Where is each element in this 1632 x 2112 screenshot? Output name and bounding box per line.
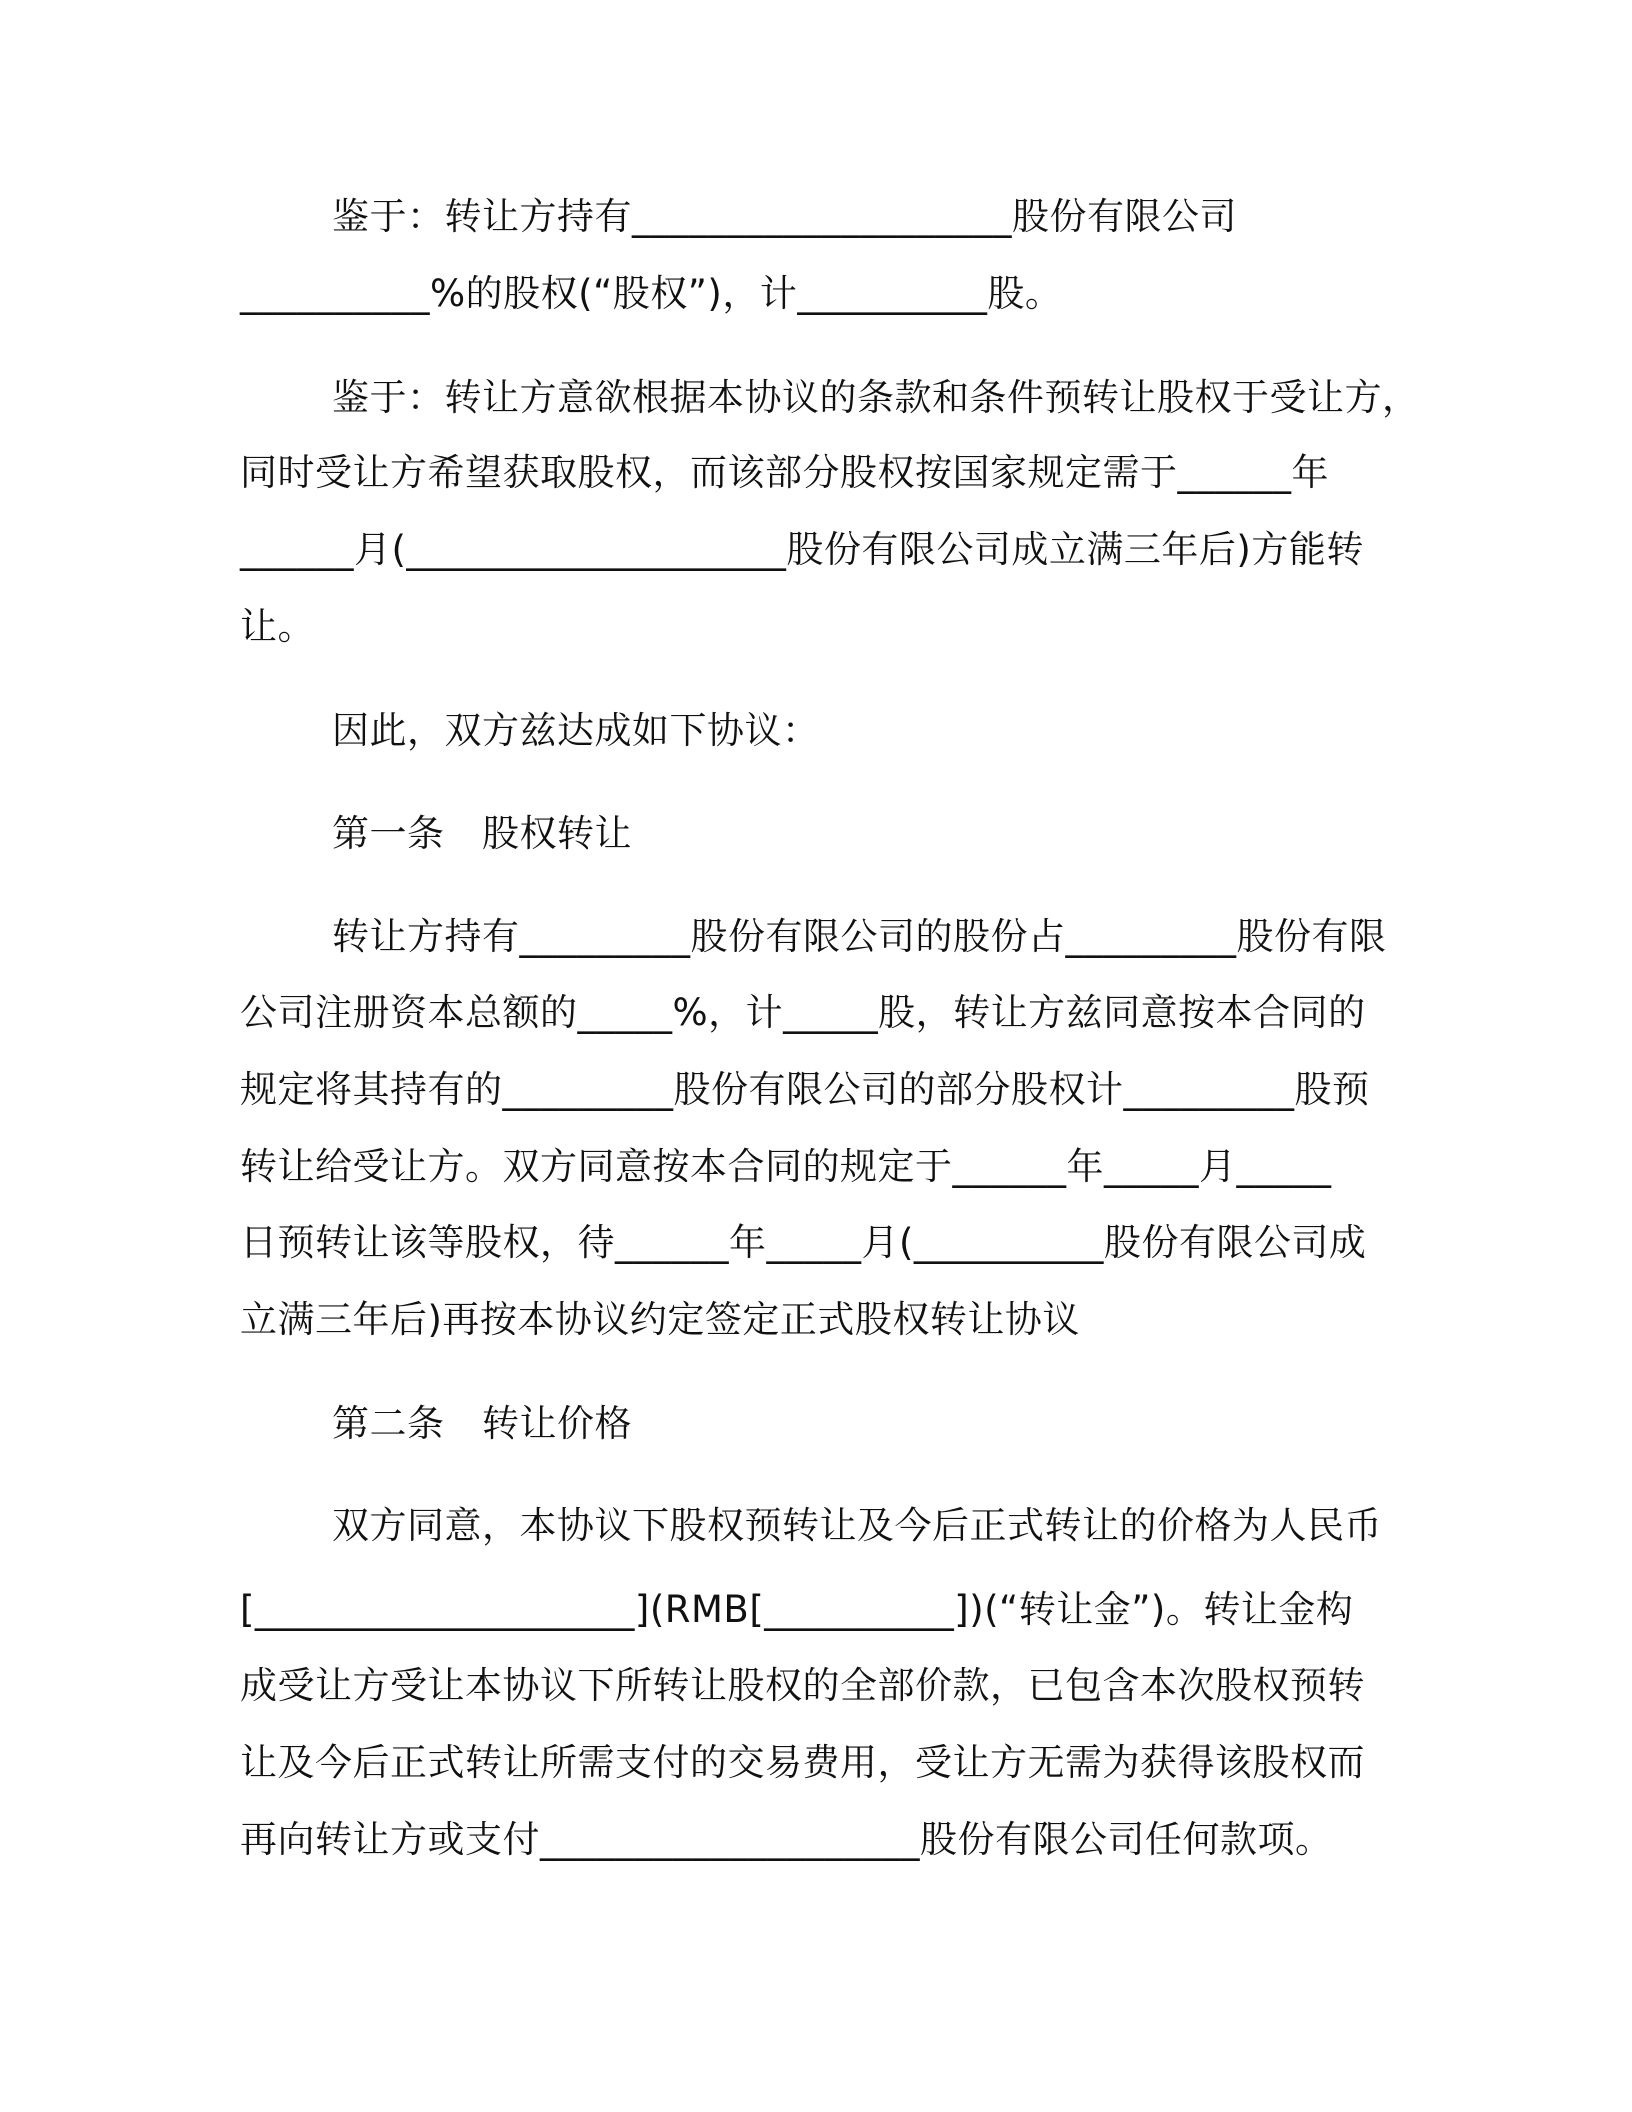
text-line: 因此，双方兹达成如下协议： (332, 709, 820, 752)
text-line: __________%的股权(“股权”)，计__________股。 (240, 272, 1063, 315)
text-line: 转让给受让方。双方同意按本合同的规定于______年_____月_____ (240, 1145, 1332, 1188)
text-line: 转让方持有_________股份有限公司的股份占_________股份有限 (332, 915, 1387, 958)
text-line: 立满三年后)再按本协议约定签定正式股权转让协议 (240, 1298, 1080, 1341)
section-heading-1: 第一条 股权转让 (332, 812, 632, 855)
text-line: 双方同意，本协议下股权预转让及今后正式转让的价格为人民币 (332, 1504, 1382, 1547)
text-line: 鉴于：转让方意欲根据本协议的条款和条件预转让股权于受让方， (332, 376, 1420, 419)
text-line: 公司注册资本总额的_____%，计_____股，转让方兹同意按本合同的 (240, 991, 1366, 1034)
text-line: 日预转让该等股权，待______年_____月(__________股份有限公司成 (240, 1221, 1367, 1264)
text-line: ______月(____________________股份有限公司成立满三年后)方能转 (240, 528, 1364, 571)
text-line: 让及今后正式转让所需支付的交易费用，受让方无需为获得该股权而 (240, 1741, 1365, 1784)
text-line: 让。 (240, 605, 315, 648)
text-line: [____________________](RMB[__________])(“转让金”)。转让金构 (240, 1588, 1354, 1631)
section-heading-2: 第二条 转让价格 (332, 1402, 632, 1445)
text-line: 再向转让方或支付____________________股份有限公司任何款项。 (240, 1818, 1333, 1861)
text-line: 规定将其持有的_________股份有限公司的部分股权计_________股预 (240, 1068, 1370, 1111)
text-line: 同时受让方希望获取股权，而该部分股权按国家规定需于______年 (240, 451, 1329, 494)
text-line: 鉴于：转让方持有____________________股份有限公司 (332, 195, 1237, 238)
text-line: 成受让方受让本协议下所转让股权的全部价款，已包含本次股权预转 (240, 1664, 1365, 1707)
